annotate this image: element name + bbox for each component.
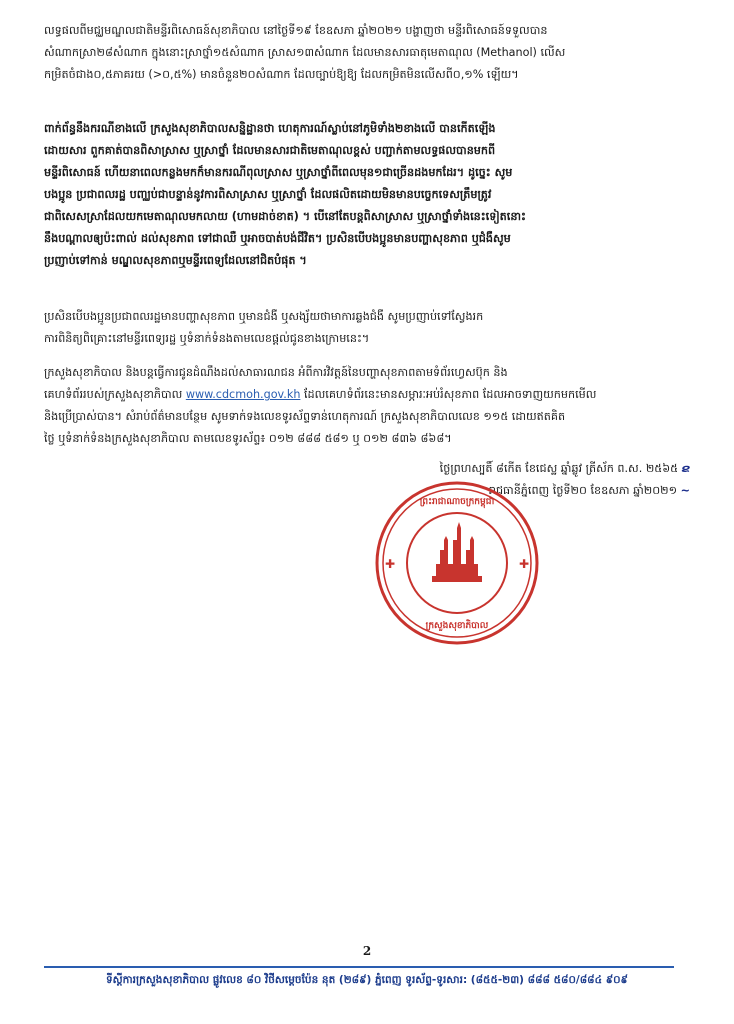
text-line: កម្រិតចំជាង០,៥ភាគរយ (>០,៥%) មានចំនួន២០សំណាក ដែលច្បាប់ឱ្យឱ្យ ដែលកម្រិតមិនលើសពី០,១% ឡើយ។ xyxy=(44,68,519,81)
text-line: បងប្អូន ប្រជាពលរដ្ឋ បញ្ឈប់ជាបន្ទាន់នូវការពិសាស្រាស ឬស្រាថ្នាំ ដែលផលិតដោយមិនមានបច្ចេកទេសត្រឹមត្រូវ xyxy=(44,188,492,201)
text-line-with-link: គេហទំព័ររបស់ក្រសួងសុខាភិបាល www.cdcmoh.gov.kh ដែលគេហទំព័រនេះមានសម្ភារៈអប់រំសុខភាព ដែលអាចទាញយកមកមើល xyxy=(44,388,597,401)
paragraph-1 xyxy=(44,20,696,86)
text-line: នឹងបណ្តាលឲ្យប៉ះពាល់ ដល់សុខភាព ទៅជាឈឺ ឬអាចបាត់បង់ជីវិត។ ប្រសិនបើបងប្អូនមានបញ្ហាសុខភាព ឬជំងឺសូម xyxy=(44,232,511,245)
page-number: 2 xyxy=(362,944,372,958)
text-line: ប្រសិនបើបងប្អូនប្រជាពលរដ្ឋមានបញ្ហាសុខភាព ឬមានជំងឺ ឬសង្ស័យថាមាការឆ្លងជំងឺ សូមប្រញាប់ទៅស្វែងរក xyxy=(44,310,484,323)
text-line: សំណាកស្រា២៨សំណាក ក្នុងនោះស្រាថ្នាំ១៥សំណាក ស្រាស១៣សំណាក ដែលមានសារធាតុមេតាណុល (Methanol) លើស xyxy=(44,46,566,59)
text-line: ជាពិសេសស្រាដែលយកមេតាណុលមកលាយ (ហាមដាច់ខាត) ។ បើនៅតែបន្តពិសាស្រាស ឬស្រាថ្នាំទាំងនេះទៀតនោះ xyxy=(44,210,526,223)
paragraph-4 xyxy=(44,362,696,450)
footer-address: ទីស្តីការក្រសួងសុខាភិបាល ផ្លូវលេខ ៨០ វិថីសម្តេចប៉ែន នុត (២៨៩) ភ្នំពេញ ទូរស័ព្ទ-ទូរសារ: (៨៥៥-២៣) ៨៨៨ ៥៨០/៨៨៤ ៩០៩ xyxy=(106,974,628,986)
initial-mark: ຂ xyxy=(681,462,690,475)
text-line: ការពិនិត្យពិគ្រោះនៅមន្ទីរពេទ្យរដ្ឋ ឬទំនាក់ទំនងតាមលេខផ្តល់ជូនខាងក្រោមនេះ។ xyxy=(44,332,370,345)
text-line: ដោយសារ ពួកគាត់បានពិសាស្រាស ឬស្រាថ្នាំ ដែលមានសារជាតិមេតាណុលខ្ពស់ បញ្ជាក់តាមលទ្ធផលបានមកពី xyxy=(44,144,496,157)
text-line: ប្រញាប់ទៅកាន់ មណ្ឌលសុខភាពឬមន្ទីរពេទ្យដែលនៅជិតបំផុត ។ xyxy=(44,254,307,267)
text-line: និងប្រើប្រាស់បាន។ សំរាប់ព័ត៌មានបន្ថែម សូមទាក់ទងលេខទូរស័ព្ទទាន់ហេតុការណ៍ ក្រសួងសុខាភិបាលលេខ ១១៥ ដោយឥតគិត xyxy=(44,410,566,423)
svg-text:ព្រះរាជាណាចក្រកម្ពុជា: ព្រះរាជាណាចក្រកម្ពុជា xyxy=(419,497,495,507)
text-line: ពាក់ព័ន្ធនឹងករណីខាងលើ ក្រសួងសុខាភិបាលសន្និដ្ឋានថា ហេតុការណ៍ស្លាប់នៅភូមិទាំង២ខាងលើ បានកើតឡើង xyxy=(44,122,496,135)
solar-date: រាជធានីភ្នំពេញ ថ្ងៃទី២០ ខែឧសភា ឆ្នាំ២០២១ ~ xyxy=(488,484,690,497)
svg-text:ក្រសួងសុខាភិបាល: ក្រសួងសុខាភិបាល xyxy=(425,621,489,631)
ministry-seal-stamp xyxy=(372,478,542,648)
text-line: មន្ទីរពិសោធន៍ ហើយនាពេលកន្លងមកក៏មានករណីពុលស្រាស ឬស្រាថ្នាំពីពេលមុន១ជាច្រើនដងមកដែរ។ ដូច្នេះ សូម xyxy=(44,166,513,179)
initial-mark: ~ xyxy=(680,484,690,497)
text-line: ថ្លៃ ឬទំនាក់ទំនងក្រសួងសុខាភិបាល តាមលេខទូរស័ព្ទ៖ ០១២ ៨៨៨ ៥៨១ ឬ ០១២ ៨៣៦ ៨៦៨។ xyxy=(44,432,452,445)
text-line: លទ្ធផលពីមជ្ឈមណ្ឌលជាតិមន្ទីរពិសោធន៍សុខាភិបាល នៅថ្ងៃទី១៩ ខែឧសភា ឆ្នាំ២០២១ បង្ហាញថា មន្ទីរពិសោធន៍ទទួលបាន xyxy=(44,24,548,37)
paragraph-2 xyxy=(44,118,696,272)
text-line: ក្រសួងសុខាភិបាល និងបន្តធ្វើការជូនដំណឹងដល់សាធារណជន អំពីការវិវត្តន៍នៃបញ្ហាសុខភាពតាមទំព័រហ្វេសប៊ុក និង xyxy=(44,366,508,379)
paragraph-3 xyxy=(44,306,696,350)
svg-text:✚: ✚ xyxy=(518,557,530,571)
footer-divider xyxy=(44,966,674,968)
lunar-date: ថ្ងៃព្រហស្បតិ៍ ៨កើត ខែជេស្ឋ ឆ្នាំឆ្លូវ ត្រីស័ក ព.ស. ២៥៦៥ ຂ xyxy=(439,462,690,475)
svg-text:✚: ✚ xyxy=(384,557,396,571)
website-link[interactable]: www.cdcmoh.gov.kh xyxy=(185,388,301,401)
